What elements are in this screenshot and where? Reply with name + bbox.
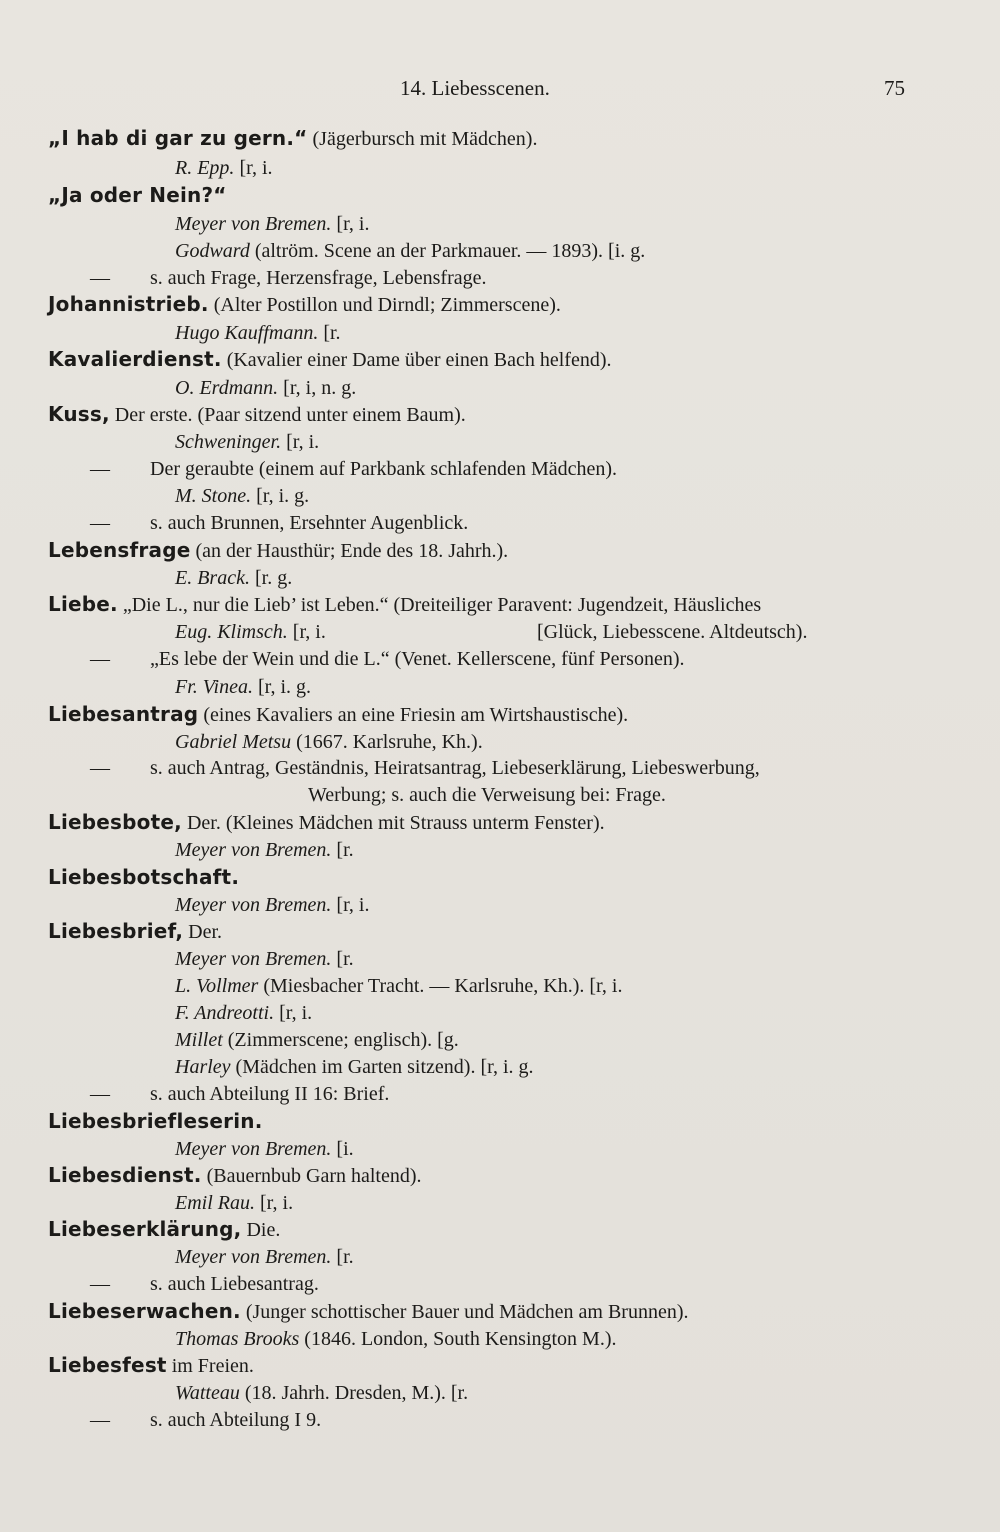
entry-text: [r, i. g. [251, 485, 310, 507]
entry-text: Der erste. (Paar sitzend unter einem Baum). [109, 404, 466, 426]
entry-keyword: Kuss, [48, 402, 110, 426]
entry-keyword: Johannistrieb. [48, 292, 209, 316]
cross-reference-dash: — [90, 267, 110, 289]
entry-keyword: Liebesdienst. [48, 1163, 202, 1187]
page-title: 14. Liebesscenen. [400, 76, 550, 100]
entry-text: s. auch Antrag, Geständnis, Heiratsantrag, Liebeserklärung, Liebeswerbung, [150, 757, 760, 779]
entry-keyword: Liebeserklärung, [48, 1217, 242, 1241]
entry-text: (Bauernbub Garn haltend). [201, 1165, 422, 1187]
entry-text: (Jägerbursch mit Mädchen). [307, 128, 538, 150]
entry-keyword: Liebe. [48, 592, 118, 616]
artist-name: Eug. Klimsch. [175, 621, 288, 643]
cross-reference-dash: — [90, 1409, 110, 1431]
artist-name: F. Andreotti. [175, 1002, 275, 1024]
cross-reference-dash: — [90, 512, 110, 534]
artist-name: E. Brack. [175, 567, 250, 589]
entry-keyword: Liebeserwachen. [48, 1299, 241, 1323]
artist-name: Meyer von Bremen. [175, 1138, 332, 1160]
entry-text: [r, i, n. g. [278, 377, 357, 399]
entry-keyword: Liebesbote, [48, 810, 182, 834]
entry-text: „Es lebe der Wein und die L.“ (Venet. Kellerscene, fünf Personen). [150, 648, 685, 670]
entry-text: (Miesbacher Tracht. — Karlsruhe, Kh.). [r, i. [258, 975, 623, 997]
entry-text: s. auch Abteilung I 9. [150, 1409, 322, 1431]
artist-name: Meyer von Bremen. [175, 213, 332, 235]
entry-text: im Freien. [166, 1355, 254, 1377]
entry-keyword: Liebesbriefleserin. [48, 1109, 263, 1133]
cross-reference-dash: — [90, 648, 110, 670]
cross-reference-dash: — [90, 1273, 110, 1295]
entry-text: (1846. London, South Kensington M.). [299, 1328, 617, 1350]
cross-reference-dash: — [90, 1083, 110, 1105]
entry-text: Die. [241, 1219, 281, 1241]
entry-text: (altröm. Scene an der Parkmauer. — 1893). [i. g. [249, 240, 646, 262]
page-number: 75 [884, 76, 905, 100]
entry-keyword: Kavalierdienst. [48, 347, 222, 371]
artist-name: O. Erdmann. [175, 377, 279, 399]
entry-text: s. auch Abteilung II 16: Brief. [150, 1083, 390, 1105]
entry-keyword: „Ja oder Nein?“ [48, 183, 227, 207]
entry-text: [r. [331, 948, 354, 970]
entry-text: [r. [331, 839, 354, 861]
page-header [0, 76, 1000, 106]
entry-text: [r. [331, 1246, 354, 1268]
artist-name: M. Stone. [175, 485, 252, 507]
artist-name: Thomas Brooks [175, 1328, 300, 1350]
artist-name: Millet [175, 1029, 223, 1051]
entry-text: [r, i. [287, 621, 326, 643]
entry-text: Der. (Kleines Mädchen mit Strauss unterm Fenster). [181, 812, 605, 834]
entry-text: s. auch Brunnen, Ersehnter Augenblick. [150, 512, 469, 534]
entry-text: s. auch Liebesantrag. [150, 1273, 319, 1295]
entry-text: [r, i. [234, 157, 273, 179]
entry-text: (Kavalier einer Dame über einen Bach helfend). [221, 349, 612, 371]
entry-keyword: Liebesbotschaft. [48, 865, 240, 889]
cross-reference-dash: — [90, 757, 110, 779]
artist-name: R. Epp. [175, 157, 235, 179]
entry-text: [r. g. [249, 567, 293, 589]
artist-name: Hugo Kauffmann. [175, 322, 319, 344]
artist-name: Watteau [175, 1382, 240, 1404]
artist-name: Emil Rau. [175, 1192, 255, 1214]
entry-text: Werbung; s. auch die Verweisung bei: Frage. [308, 784, 666, 806]
entry-text: „Die L., nur die Lieb’ ist Leben.“ (Dreiteiliger Paravent: Jugendzeit, Häusliches [117, 594, 762, 616]
artist-name: Schweninger. [175, 431, 282, 453]
entry-text: (Zimmerscene; englisch). [g. [222, 1029, 459, 1051]
artist-name: Meyer von Bremen. [175, 1246, 332, 1268]
artist-name: Harley [175, 1056, 231, 1078]
entry-text: (eines Kavaliers an eine Friesin am Wirtshaustische). [198, 704, 629, 726]
entry-keyword: Lebensfrage [48, 538, 191, 562]
artist-name: Gabriel Metsu [175, 731, 292, 753]
entry-text: (Junger schottischer Bauer und Mädchen am Brunnen). [240, 1301, 689, 1323]
entry-text: [r, i. [255, 1192, 294, 1214]
artist-name: Fr. Vinea. [175, 676, 253, 698]
entry-text: (Mädchen im Garten sitzend). [r, i. g. [230, 1056, 534, 1078]
entry-text: [r. [318, 322, 341, 344]
entry-text: [r, i. [281, 431, 320, 453]
artist-name: Godward [175, 240, 250, 262]
entry-keyword: Liebesantrag [48, 702, 199, 726]
entry-text: [r, i. [274, 1002, 313, 1024]
entry-text: Der geraubte (einem auf Parkbank schlafenden Mädchen). [150, 458, 618, 480]
entry-text: (an der Hausthür; Ende des 18. Jahrh.). [190, 540, 509, 562]
cross-reference-dash: — [90, 458, 110, 480]
entry-keyword: Liebesbrief, [48, 919, 184, 943]
entry-text: [r, i. [331, 894, 370, 916]
entry-text: [Glück, Liebesscene. Altdeutsch). [537, 621, 808, 643]
artist-name: Meyer von Bremen. [175, 839, 332, 861]
artist-name: Meyer von Bremen. [175, 894, 332, 916]
entry-text: Der. [183, 921, 223, 943]
entry-keyword: Liebesfest [48, 1353, 167, 1377]
entry-text: [r, i. [331, 213, 370, 235]
artist-name: Meyer von Bremen. [175, 948, 332, 970]
entry-text: (1667. Karlsruhe, Kh.). [291, 731, 483, 753]
entry-text: (18. Jahrh. Dresden, M.). [r. [239, 1382, 469, 1404]
artist-name: L. Vollmer [175, 975, 259, 997]
entry-text: (Alter Postillon und Dirndl; Zimmerscene). [208, 294, 561, 316]
entry-text: [i. [331, 1138, 354, 1160]
entry-keyword: „I hab di gar zu gern.“ [48, 126, 308, 150]
entry-text: s. auch Frage, Herzensfrage, Lebensfrage. [150, 267, 487, 289]
entry-text: [r, i. g. [252, 676, 312, 698]
